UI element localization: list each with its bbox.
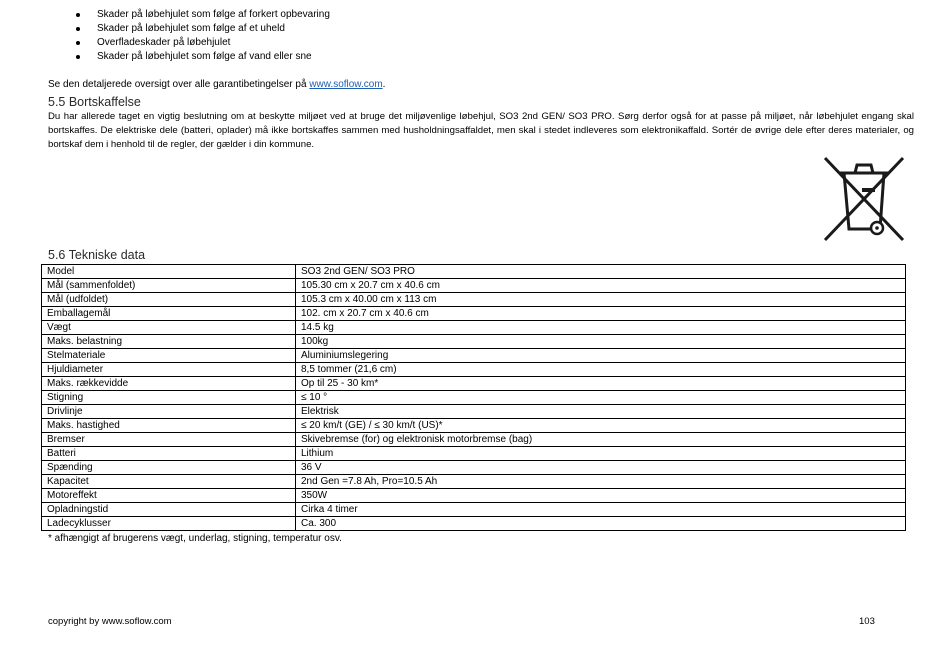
warranty-reference-text: Se den detaljerede oversigt over alle garantibetingelser på [48,79,307,90]
crossed-out-wheelie-bin-icon [822,156,906,242]
list-item-text: Skader på løbehjulet som følge af vand eller sne [97,51,312,62]
table-row [42,391,906,405]
table-row [42,363,906,377]
spec-value: 2nd Gen =7.8 Ah, Pro=10.5 Ah [296,475,906,489]
table-row [42,349,906,363]
table-row [42,447,906,461]
spec-label: Mål (sammenfoldet) [42,279,296,293]
technical-data-table [41,264,906,531]
list-item-text: Skader på løbehjulet som følge af forkert opbevaring [97,9,330,20]
bullet-icon [76,55,80,59]
table-row [42,377,906,391]
table-row [42,461,906,475]
spec-label: Maks. hastighed [42,419,296,433]
sentence-end: . [382,79,386,90]
list-item [75,22,330,36]
spec-label: Kapacitet [42,475,296,489]
spec-value: 350W [296,489,906,503]
bullet-icon [76,27,80,31]
spec-label: Maks. belastning [42,335,296,349]
table-row [42,475,906,489]
table-row [42,293,906,307]
list-item-text: Skader på løbehjulet som følge af et uheld [97,23,285,34]
bullet-icon [76,41,80,45]
spec-value: ≤ 20 km/t (GE) / ≤ 30 km/t (US)* [296,419,906,433]
spec-value: Aluminiumslegering [296,349,906,363]
spec-label: Hjuldiameter [42,363,296,377]
table-row [42,405,906,419]
spec-label: Model [42,265,296,279]
spec-label: Stelmateriale [42,349,296,363]
table-row [42,279,906,293]
table-row [42,503,906,517]
section-heading-technical-data: 5.6 Tekniske data [48,248,146,262]
spec-value: ≤ 10 ° [296,391,906,405]
table-row [42,335,906,349]
page-number: 103 [859,616,875,627]
spec-value: 100kg [296,335,906,349]
list-item [75,8,330,22]
warranty-reference-line [48,78,385,92]
spec-value: Op til 25 - 30 km* [296,377,906,391]
table-row [42,307,906,321]
list-item [75,50,330,64]
spec-value: Cirka 4 timer [296,503,906,517]
spec-label: Bremser [42,433,296,447]
table-row [42,321,906,335]
table-row [42,419,906,433]
spec-value: Elektrisk [296,405,906,419]
section-heading-disposal: 5.5 Bortskaffelse [48,95,141,109]
bullet-icon [76,13,80,17]
spec-label: Opladningstid [42,503,296,517]
table-row [42,265,906,279]
table-row [42,517,906,531]
footer-copyright: copyright by www.soflow.com [48,616,172,627]
spec-label: Spænding [42,461,296,475]
spec-label: Vægt [42,321,296,335]
spec-value: 105.30 cm x 20.7 cm x 40.6 cm [296,279,906,293]
spec-label: Stigning [42,391,296,405]
spec-label: Emballagemål [42,307,296,321]
spec-value: 8,5 tommer (21,6 cm) [296,363,906,377]
table-footnote: * afhængigt af brugerens vægt, underlag, stigning, temperatur osv. [48,533,342,544]
spec-value: 14.5 kg [296,321,906,335]
spec-label: Maks. rækkevidde [42,377,296,391]
spec-label: Motoreffekt [42,489,296,503]
spec-value: 105.3 cm x 40.00 cm x 113 cm [296,293,906,307]
spec-value: 36 V [296,461,906,475]
warranty-exclusions-list [75,8,330,64]
table-row [42,433,906,447]
list-item [75,36,330,50]
spec-value: Lithium [296,447,906,461]
soflow-website-link[interactable]: www.soflow.com [309,79,383,90]
spec-value: Ca. 300 [296,517,906,531]
list-item-text: Overfladeskader på løbehjulet [97,37,231,48]
spec-label: Mål (udfoldet) [42,293,296,307]
disposal-paragraph: Du har allerede taget en vigtig beslutning om at beskytte miljøet ved at bruge det miljøvenlige løbehjul, SO3 2nd GEN/ SO3 PRO. Sørg derfor også for at passe på miljøet, når løbehjulet engang skal bortskaffes. De elektriske dele (batteri, oplader) må ikke bortskaffes sammen med husholdningsaffaldet, men skal i stedet indleveres som elektronikaffald. Sortér de øvrige dele efter deres materialer, og bortskaf dem i henhold til de regler, der gælder i din kommune. [48,111,914,150]
table-row [42,489,906,503]
spec-label: Batteri [42,447,296,461]
spec-value: 102. cm x 20.7 cm x 40.6 cm [296,307,906,321]
spec-value: SO3 2nd GEN/ SO3 PRO [296,265,906,279]
spec-label: Ladecyklusser [42,517,296,531]
spec-label: Drivlinje [42,405,296,419]
spec-value: Skivebremse (for) og elektronisk motorbremse (bag) [296,433,906,447]
